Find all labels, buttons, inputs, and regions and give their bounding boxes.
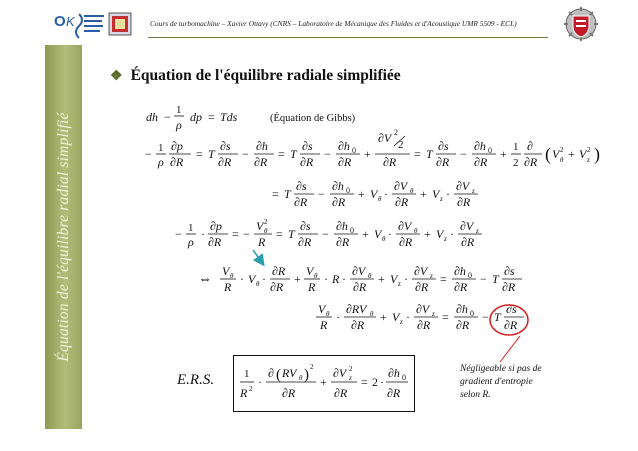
svg-text:+: + [568, 147, 575, 161]
svg-text:∂R: ∂R [170, 155, 184, 169]
svg-text:θ: θ [230, 272, 234, 280]
svg-text:∂R: ∂R [336, 235, 350, 249]
svg-text:θ: θ [264, 227, 268, 235]
svg-text:(: ( [276, 367, 281, 383]
svg-text:∂V: ∂V [398, 219, 412, 233]
svg-text:θ: θ [256, 280, 260, 288]
svg-text:2: 2 [513, 157, 519, 169]
svg-text:): ) [304, 367, 309, 383]
svg-text:∂R: ∂R [353, 280, 367, 294]
svg-text:∂V: ∂V [352, 264, 366, 278]
svg-text:∂s: ∂s [302, 139, 313, 153]
svg-text:∂V: ∂V [416, 302, 430, 316]
svg-text:O: O [54, 13, 66, 30]
svg-text:−: − [482, 310, 489, 324]
svg-text:ρ: ρ [158, 155, 164, 169]
svg-text:V: V [436, 227, 444, 241]
svg-text:∂R: ∂R [208, 235, 222, 249]
svg-text:V: V [392, 310, 400, 324]
svg-text:R: R [258, 235, 266, 249]
svg-text:T: T [290, 147, 297, 161]
section-title-text: Équation de l'équilibre radiale simplifiée [130, 67, 401, 84]
svg-text:∂s: ∂s [506, 302, 517, 316]
svg-text:R: R [320, 318, 328, 332]
equation-line-3 [272, 179, 478, 209]
svg-text:·: · [388, 227, 392, 241]
svg-text:V: V [390, 272, 398, 286]
svg-text:V: V [374, 227, 382, 241]
svg-text:∂R: ∂R [270, 280, 284, 294]
svg-text:∂V: ∂V [333, 366, 347, 380]
svg-text:∂R: ∂R [387, 386, 401, 400]
svg-text:∂R: ∂R [399, 235, 413, 249]
svg-text:θ: θ [326, 310, 330, 318]
svg-text:z: z [349, 374, 352, 382]
svg-text:∂V: ∂V [378, 131, 392, 145]
svg-text:2: 2 [264, 218, 268, 226]
svg-text:θ: θ [410, 187, 414, 195]
svg-text:∂R: ∂R [415, 280, 429, 294]
svg-text:T: T [426, 147, 433, 161]
svg-text:+: + [320, 375, 327, 389]
svg-text:T: T [492, 272, 499, 286]
equation-line-2 [145, 128, 600, 169]
svg-text:2: 2 [587, 146, 591, 154]
svg-text:∂s: ∂s [504, 264, 515, 278]
svg-text:·: · [258, 375, 262, 389]
svg-text:2: 2 [310, 363, 314, 371]
svg-text:·: · [406, 310, 410, 324]
equation-line-4 [175, 218, 482, 249]
svg-text:−: − [324, 147, 331, 161]
svg-text:θ: θ [370, 310, 374, 318]
svg-text:−: − [243, 227, 250, 241]
note-line: gradient d'entropie [460, 377, 533, 387]
svg-text:z: z [400, 318, 403, 326]
svg-text:·: · [262, 272, 266, 286]
svg-text:1: 1 [244, 368, 250, 380]
svg-text:2: 2 [249, 385, 253, 393]
svg-text:−: − [460, 147, 467, 161]
svg-text:·: · [201, 227, 205, 241]
ers-label: E.R.S. [177, 372, 215, 388]
svg-text:∂V: ∂V [460, 219, 474, 233]
svg-text:∂: ∂ [268, 366, 274, 380]
svg-text:−: − [318, 187, 325, 201]
svg-text:(: ( [545, 144, 551, 164]
note-pointer [500, 336, 520, 362]
svg-text:2: 2 [372, 375, 378, 389]
svg-text:∂h: ∂h [336, 219, 348, 233]
svg-text:∂h: ∂h [454, 264, 466, 278]
svg-text:=: = [196, 147, 203, 161]
svg-text:2: 2 [349, 365, 353, 373]
svg-text:Tds: Tds [220, 110, 238, 124]
svg-text:R: R [332, 272, 340, 286]
svg-text:∂p: ∂p [171, 139, 183, 153]
header-text: Cours de turbomachine – Xavier Ottavy (CNRS – Laboratoire de Mécanique des Fluides et d'Acoustique UMR 5509 - ECL) [150, 19, 517, 28]
svg-text:∂R: ∂R [524, 155, 538, 169]
svg-text:∂s: ∂s [296, 179, 307, 193]
svg-text:θ: θ [314, 272, 318, 280]
svg-text:∂h: ∂h [338, 139, 350, 153]
svg-text:∂R: ∂R [457, 195, 471, 209]
svg-text:·: · [324, 272, 328, 286]
svg-text:z: z [432, 310, 435, 318]
svg-text:∂R: ∂R [332, 195, 346, 209]
svg-text:∂R: ∂R [395, 195, 409, 209]
note-line: Négligeable si pas de [460, 364, 542, 374]
svg-text:z: z [472, 187, 475, 195]
svg-text:T: T [208, 147, 215, 161]
svg-text:θ: θ [378, 195, 382, 203]
svg-text:=: = [414, 147, 421, 161]
svg-text:∂h: ∂h [474, 139, 486, 153]
svg-text:dh: dh [146, 110, 158, 124]
svg-text:+: + [364, 147, 371, 161]
svg-text:θ: θ [368, 272, 372, 280]
svg-text:0: 0 [488, 146, 492, 155]
svg-text:+: + [380, 310, 387, 324]
sidebar-title: Équation de l'équilibre radial simplifié [55, 112, 72, 362]
svg-text:V: V [256, 219, 264, 233]
svg-text:V: V [579, 147, 587, 161]
svg-text:∂R: ∂R [298, 235, 312, 249]
svg-text:∂h: ∂h [456, 302, 468, 316]
svg-text:∂R: ∂R [272, 264, 286, 278]
svg-text:∂: ∂ [527, 139, 533, 153]
svg-text:=: = [361, 375, 368, 389]
svg-text:+: + [294, 272, 301, 286]
svg-text:+: + [378, 272, 385, 286]
svg-text:z: z [430, 272, 433, 280]
svg-text:V: V [370, 187, 378, 201]
svg-text:−: − [175, 227, 182, 241]
svg-text:∂R: ∂R [338, 155, 352, 169]
svg-text:−: − [322, 227, 329, 241]
svg-text:∂V: ∂V [414, 264, 428, 278]
svg-text:=: = [208, 110, 215, 124]
gibbs-equation [146, 104, 356, 132]
svg-text:∂s: ∂s [300, 219, 311, 233]
svg-text:2: 2 [560, 146, 564, 154]
svg-text:1: 1 [188, 222, 194, 234]
svg-text:): ) [594, 144, 600, 164]
svg-text:∂R: ∂R [351, 318, 365, 332]
svg-text:·: · [384, 187, 388, 201]
svg-text:=: = [440, 272, 447, 286]
svg-text:+: + [424, 227, 431, 241]
equation-line-5 [198, 264, 522, 294]
svg-text:R: R [308, 280, 316, 294]
svg-text:−: − [145, 147, 152, 161]
svg-text:z: z [444, 235, 447, 243]
equation-line-6 [316, 302, 528, 335]
svg-text:1: 1 [176, 104, 182, 116]
svg-text:z: z [476, 227, 479, 235]
svg-text:1: 1 [158, 142, 164, 154]
svg-text:V: V [306, 264, 314, 278]
svg-text:θ: θ [414, 227, 418, 235]
svg-text:T: T [284, 187, 291, 201]
svg-text:∂R: ∂R [254, 155, 268, 169]
svg-text:+: + [420, 187, 427, 201]
gibbs-note: (Équation de Gibbs) [270, 113, 356, 124]
arrow-annotation [253, 250, 263, 264]
svg-text:0: 0 [350, 226, 354, 235]
svg-text:R: R [224, 280, 232, 294]
svg-text:θ: θ [382, 235, 386, 243]
note-line: selon R. [460, 390, 491, 400]
svg-text:z: z [587, 156, 590, 164]
svg-text:2: 2 [394, 128, 398, 137]
svg-text:2: 2 [398, 139, 404, 151]
svg-text:∂R: ∂R [300, 155, 314, 169]
svg-text:0: 0 [352, 146, 356, 155]
svg-text:R: R [240, 386, 248, 400]
svg-text:∂h: ∂h [332, 179, 344, 193]
svg-text:0: 0 [468, 271, 472, 280]
svg-text:+: + [500, 147, 507, 161]
svg-text:1: 1 [513, 141, 519, 153]
svg-text:∂h: ∂h [256, 139, 268, 153]
svg-text:∂RV: ∂RV [346, 302, 367, 316]
svg-text:−: − [242, 147, 249, 161]
svg-text:·: · [404, 272, 408, 286]
svg-text:·: · [380, 375, 384, 389]
svg-text:∂V: ∂V [456, 179, 470, 193]
svg-text:∂s: ∂s [220, 139, 231, 153]
svg-text:ρ: ρ [176, 118, 182, 132]
svg-text:∂R: ∂R [294, 195, 308, 209]
svg-text:∂p: ∂p [210, 219, 222, 233]
svg-text:V: V [222, 264, 230, 278]
svg-text:∂R: ∂R [454, 280, 468, 294]
svg-text:ρ: ρ [188, 235, 194, 249]
svg-text:0: 0 [402, 373, 406, 382]
svg-text:K: K [66, 14, 75, 29]
diamond-bullet-icon: ❖ [110, 69, 123, 84]
svg-text:⇔: ⇔ [198, 272, 212, 287]
svg-text:∂R: ∂R [282, 386, 296, 400]
svg-text:∂V: ∂V [394, 179, 408, 193]
svg-text:+: + [358, 187, 365, 201]
svg-text:∂R: ∂R [334, 386, 348, 400]
svg-text:θ: θ [299, 374, 303, 382]
svg-text:V: V [248, 272, 256, 286]
svg-text:0: 0 [346, 186, 350, 195]
svg-text:·: · [240, 272, 244, 286]
svg-text:·: · [342, 272, 346, 286]
svg-text:∂R: ∂R [383, 155, 397, 169]
svg-text:0: 0 [470, 309, 474, 318]
svg-text:z: z [440, 195, 443, 203]
svg-text:∂R: ∂R [218, 155, 232, 169]
svg-text:∂R: ∂R [461, 235, 475, 249]
svg-text:V: V [552, 147, 560, 161]
svg-text:∂R: ∂R [502, 280, 516, 294]
svg-text:V: V [318, 302, 326, 316]
svg-text:dp: dp [190, 110, 202, 124]
entropy-note [460, 363, 580, 402]
svg-text:∂h: ∂h [388, 366, 400, 380]
svg-text:+: + [362, 227, 369, 241]
svg-text:·: · [450, 227, 454, 241]
svg-text:=: = [272, 187, 279, 201]
svg-text:=: = [276, 227, 283, 241]
svg-text:∂R: ∂R [456, 318, 470, 332]
svg-text:∂R: ∂R [504, 318, 518, 332]
svg-text:−: − [480, 272, 487, 286]
svg-text:T: T [288, 227, 295, 241]
svg-text:=: = [442, 310, 449, 324]
svg-text:∂s: ∂s [438, 139, 449, 153]
svg-text:∂R: ∂R [417, 318, 431, 332]
svg-text:−: − [164, 110, 171, 124]
svg-text:·: · [336, 310, 340, 324]
svg-text:=: = [278, 147, 285, 161]
svg-text:∂R: ∂R [474, 155, 488, 169]
svg-text:RV: RV [282, 366, 297, 380]
svg-text:·: · [446, 187, 450, 201]
svg-text:θ: θ [560, 156, 564, 164]
svg-text:T: T [494, 310, 501, 324]
svg-text:z: z [398, 280, 401, 288]
svg-text:∂R: ∂R [436, 155, 450, 169]
svg-text:=: = [232, 227, 239, 241]
ers-box [233, 355, 415, 412]
svg-text:V: V [432, 187, 440, 201]
